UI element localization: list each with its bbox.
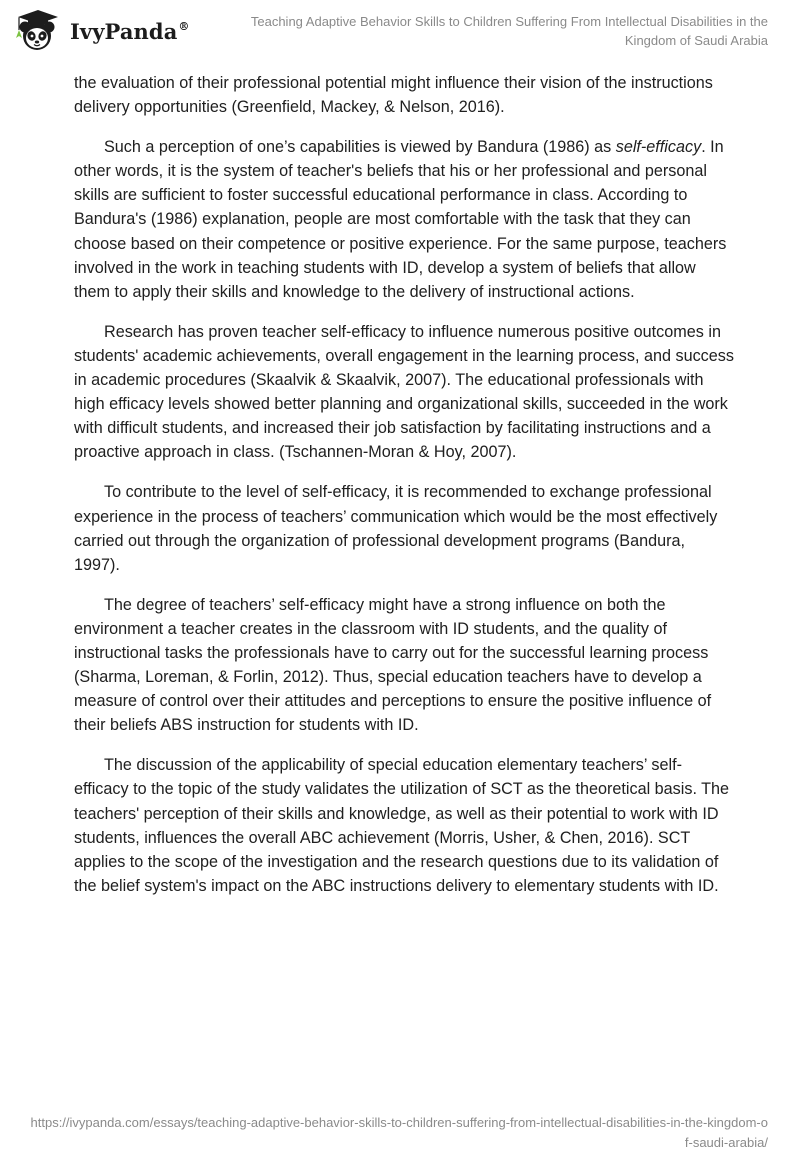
emphasized-term: self-efficacy [615, 138, 702, 157]
essay-body [74, 71, 734, 914]
paragraph-text: Such a perception of one’s capabilities is viewed by Bandura (1986) as [104, 138, 616, 157]
source-url[interactable]: https://ivypanda.com/essays/teaching-adaptive-behavior-skills-to-children-suffering-from-intellectual-disabilities-in-the-kingdom-of-saudi-arabia/ [30, 1115, 768, 1150]
registered-mark: ® [178, 19, 190, 33]
paragraph-discussion: The discussion of the applicability of special education elementary teachers’ self-efficacy to the topic of the study validates the utilization of SCT as the theoretical basis. The teachers' perception of their skills and knowledge, as well as their potential to work with ID students, influences the overall ABC achievement (Morris, Usher, & Chen, 2016). SCT applies to the scope of the investigation and the research questions due to its validation of the belief system's impact on the ABC instructions delivery to elementary students with ID. [74, 756, 730, 895]
panda-graduate-icon [14, 8, 64, 54]
page-header [0, 0, 800, 62]
brand-name-text: IvyPanda [70, 18, 178, 44]
paragraph-contribution: To contribute to the level of self-efficacy, it is recommended to exchange professional experience in the process of teachers’ communication which would be the most effectively carried out through the organization of professional development programs (Bandura, 1997). [74, 483, 718, 574]
paragraph-self-efficacy [74, 135, 734, 304]
paragraph-text: . In other words, it is the system of teacher's beliefs that his or her professional and personal skills are sufficient to foster successful educational performance in class. According to Bandura's (1986) explanation, people are most comfortable with the task that they can choose based on their competence or positive experience. For the same purpose, teachers involved in the work in teaching students with ID, develop a system of beliefs that allow them to apply their skills and knowledge to the delivery of instructional actions. [74, 138, 727, 301]
paragraph-degree: The degree of teachers’ self-efficacy might have a strong influence on both the environment a teacher creates in the classroom with ID students, and the quality of instructional tasks the professionals have to carry out for the successful learning process (Sharma, Loreman, & Forlin, 2012). Thus, special education teachers have to develop a measure of control over their attitudes and perceptions to ensure the positive influence of their beliefs ABS instruction for students with ID. [74, 595, 712, 735]
document-title: Teaching Adaptive Behavior Skills to Children Suffering From Intellectual Disabilities in the Kingdom of Saudi Arabia [250, 14, 768, 48]
paragraph-research: Research has proven teacher self-efficacy to influence numerous positive outcomes in students' academic achievements, overall engagement in the learning process, and success in academic procedures (Skaalvik & Skaalvik, 2007). The educational professionals with high efficacy levels showed better planning and organizational skills, succeeded in the work with difficult students, and increased their job satisfaction by facilitating instructions and a proactive approach in class. (Tschannen-Moran & Hoy, 2007). [74, 322, 734, 462]
paragraph-continuation: the evaluation of their professional potential might influence their vision of the instructions delivery opportunities (Greenfield, Mackey, & Nelson, 2016). [74, 74, 713, 117]
ivypanda-logo[interactable] [14, 8, 190, 54]
brand-name [70, 19, 190, 44]
